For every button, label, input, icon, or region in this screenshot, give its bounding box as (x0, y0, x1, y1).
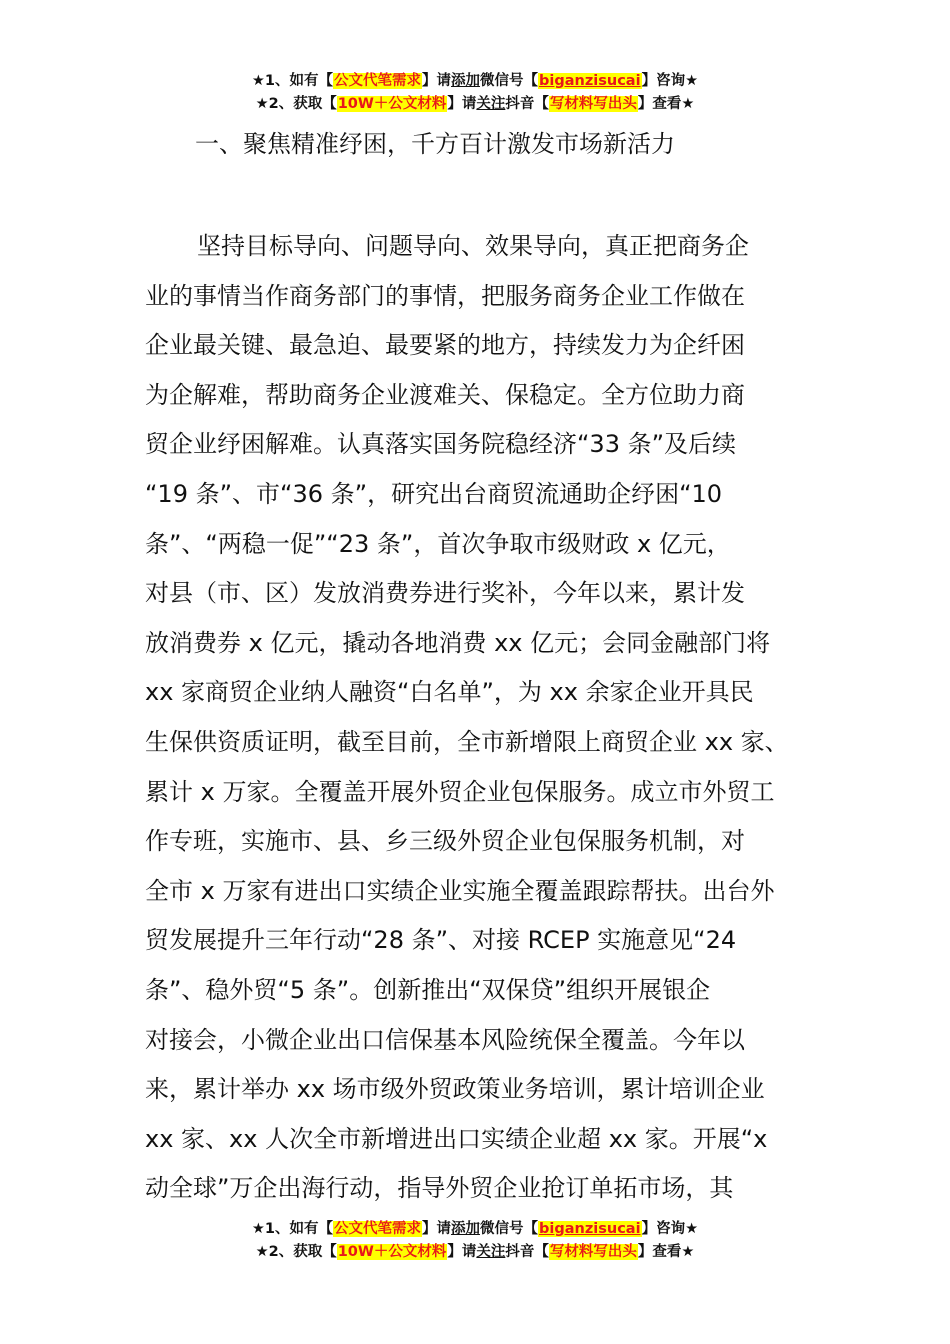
paragraph-line: 贸企业纾困解难。认真落实国务院稳经济“33 条”及后续 (145, 430, 737, 459)
paragraph-line: 对县（市、区）发放消费券进行奖补，今年以来，累计发 (145, 579, 745, 608)
banner-emphasis: 关注 (476, 96, 506, 112)
banner-emphasis: 添加 (451, 1221, 481, 1237)
banner-line-1 (0, 70, 950, 93)
paragraph-line: 来，累计举办 xx 场市级外贸政策业务培训，累计培训企业 (145, 1075, 765, 1104)
paragraph-line: 生保供资质证明，截至目前，全市新增限上商贸企业 xx 家、 (145, 727, 789, 756)
banner-text: 】查看★ (637, 96, 695, 112)
banner-emphasis: 添加 (451, 73, 481, 89)
paragraph-line: 放消费券 x 亿元，撬动各地消费 xx 亿元；会同金融部门将 (145, 628, 771, 657)
paragraph-line: xx 家、xx 人次全市新增进出口实绩企业超 xx 家。开展“x (145, 1124, 768, 1153)
banner-text: 】请 (447, 1244, 477, 1260)
banner-line-2 (0, 93, 950, 116)
banner-text: 微信号【 (480, 73, 539, 89)
paragraph-line: xx 家商贸企业纳人融资“白名单”，为 xx 余家企业开具民 (145, 678, 754, 707)
banner-line-1 (0, 1218, 950, 1241)
banner-text: ★2、获取【 (255, 96, 337, 112)
paragraph-line: 累计 x 万家。全覆盖开展外贸企业包保服务。成立市外贸工 (145, 777, 775, 806)
banner-text: 微信号【 (480, 1221, 539, 1237)
banner-text: ★1、如有【 (251, 1221, 334, 1237)
highlight-materials: 10W＋公文材料 (337, 96, 447, 112)
banner-text: 】查看★ (637, 1244, 695, 1260)
douyin-account-highlight[interactable]: 写材料写出头 (549, 1244, 637, 1260)
paragraph-line: 对接会，小微企业出口信保基本风险统保全覆盖。今年以 (145, 1025, 745, 1054)
banner-text: 】请 (422, 1221, 452, 1237)
banner-text: 抖音【 (505, 96, 549, 112)
highlight-ghostwriting: 公文代笔需求 (334, 73, 422, 89)
banner-text: 】请 (447, 96, 477, 112)
paragraph-line: “19 条”、市“36 条”，研究出台商贸流通助企纾困“10 (145, 479, 723, 508)
banner-text: ★2、获取【 (255, 1244, 337, 1260)
paragraph-line: 企业最关键、最急迫、最要紧的地方，持续发力为企纤困 (145, 331, 745, 360)
highlight-materials: 10W＋公文材料 (337, 1244, 447, 1260)
wechat-id-link[interactable]: biganzisucai (539, 73, 641, 89)
douyin-account-highlight[interactable]: 写材料写出头 (549, 96, 637, 112)
paragraph-line: 条”、稳外贸“5 条”。创新推出“双保贷”组织开展银企 (145, 975, 711, 1004)
banner-text: 】咨询★ (641, 1221, 699, 1237)
banner-emphasis: 关注 (476, 1244, 506, 1260)
paragraph-line: 坚持目标导向、问题导向、效果导向，真正把商务企 (197, 232, 749, 260)
bottom-banner (0, 1218, 950, 1264)
wechat-id-link[interactable]: biganzisucai (539, 1221, 641, 1237)
paragraph-line: 全市 x 万家有进出口实绩企业实施全覆盖跟踪帮扶。出台外 (145, 876, 775, 905)
paragraph-line: 条”、“两稳一促”“23 条”，首次争取市级财政 x 亿元， (145, 529, 731, 558)
banner-text: ★1、如有【 (251, 73, 334, 89)
paragraph-line: 业的事情当作商务部门的事情，把服务商务企业工作做在 (145, 281, 745, 310)
section-heading: 一、聚焦精准纾困，千方百计激发市场新活力 (195, 130, 675, 158)
top-banner (0, 70, 950, 116)
banner-text: 】请 (422, 73, 452, 89)
paragraph-line: 贸发展提升三年行动“28 条”、对接 RCEP 实施意见“24 (145, 926, 737, 955)
paragraph-line: 动全球”万企出海行动，指导外贸企业抢订单拓市场，其 (145, 1174, 734, 1203)
banner-text: 抖音【 (505, 1244, 549, 1260)
banner-text: 】咨询★ (641, 73, 699, 89)
body-paragraph (145, 222, 845, 1214)
paragraph-line: 为企解难，帮助商务企业渡难关、保稳定。全方位助力商 (145, 380, 745, 409)
highlight-ghostwriting: 公文代笔需求 (334, 1221, 422, 1237)
paragraph-line: 作专班，实施市、县、乡三级外贸企业包保服务机制，对 (145, 827, 745, 856)
banner-line-2 (0, 1241, 950, 1264)
